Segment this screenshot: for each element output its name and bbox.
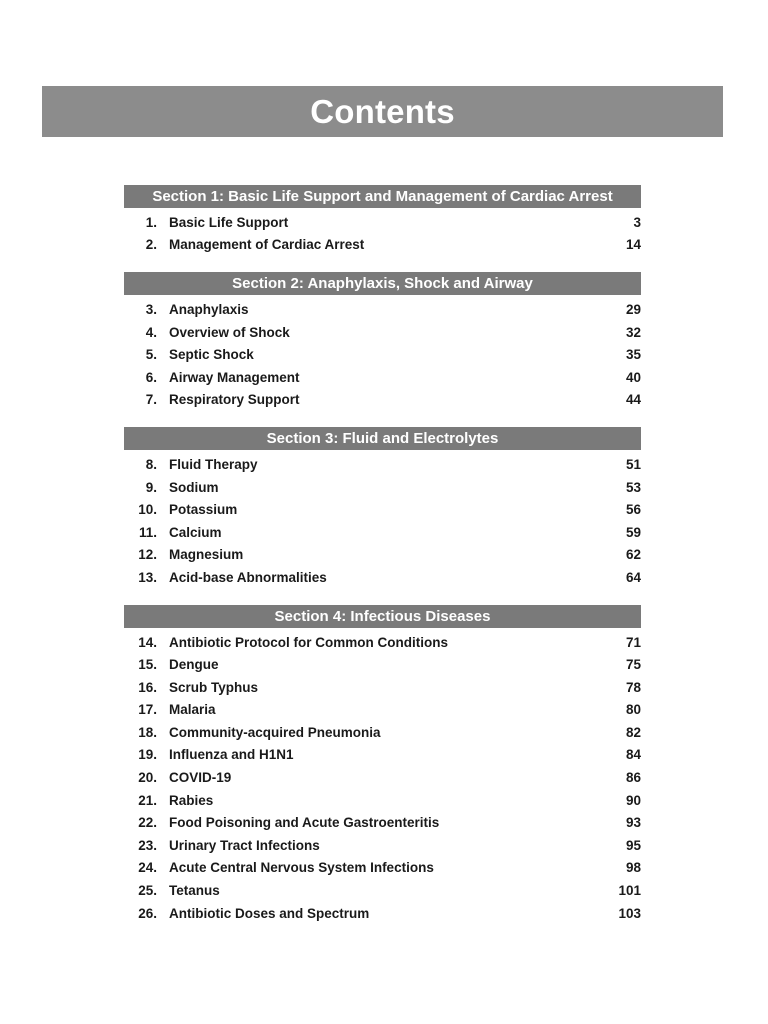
page-number: 51 [625,456,641,472]
toc-entry[interactable] [124,699,641,722]
chapter-number: 21. [138,792,157,808]
toc-entry[interactable] [124,389,641,412]
page-number: 101 [618,883,641,899]
toc-entry[interactable] [124,631,641,654]
toc-entry[interactable] [124,676,641,699]
toc-entry[interactable] [124,476,641,499]
chapter-title: Respiratory Support [169,392,300,408]
page-number: 86 [625,770,641,786]
page-number: 98 [625,860,641,876]
toc-entry[interactable] [124,653,641,676]
chapter-title: Sodium [169,479,219,495]
page-number: 75 [625,657,641,673]
chapter-number: 6. [145,369,157,385]
toc-entry[interactable] [124,498,641,521]
chapter-title: Acute Central Nervous System Infections [169,860,434,876]
toc-entry[interactable] [124,298,641,321]
chapter-number: 19. [138,747,157,763]
chapter-number: 12. [138,547,157,563]
chapter-number: 1. [145,214,157,230]
chapter-title: Magnesium [169,547,244,563]
chapter-number: 16. [138,679,157,695]
chapter-title: Anaphylaxis [169,301,249,317]
chapter-number: 7. [145,392,157,408]
page-number: 32 [625,324,641,340]
chapter-title: Dengue [169,657,219,673]
chapter-title: Community-acquired Pneumonia [169,724,381,740]
page-number: 93 [625,815,641,831]
chapter-number: 17. [138,702,157,718]
toc-entry[interactable] [124,321,641,344]
chapter-number: 13. [138,569,157,585]
toc-entry[interactable] [124,453,641,476]
toc-entry[interactable] [124,234,641,257]
page-number: 82 [625,724,641,740]
page-number: 84 [625,747,641,763]
chapter-title: Acid-base Abnormalities [169,569,327,585]
chapter-title: Basic Life Support [169,214,289,230]
toc-entry[interactable] [124,343,641,366]
chapter-number: 11. [138,524,157,540]
section-heading: Section 3: Fluid and Electrolytes [124,427,641,450]
chapter-title: Calcium [169,524,222,540]
page-number: 56 [625,502,641,518]
page-title: Contents [310,92,455,130]
toc-entry[interactable] [124,744,641,767]
chapter-title: Rabies [169,792,214,808]
toc-entry[interactable] [124,902,641,925]
page-number: 78 [625,679,641,695]
chapter-number: 18. [138,724,157,740]
chapter-title: Tetanus [169,883,220,899]
chapter-title: Septic Shock [169,347,254,363]
chapter-title: Antibiotic Doses and Spectrum [169,905,370,921]
chapter-number: 8. [145,456,157,472]
chapter-title: Urinary Tract Infections [169,837,320,853]
chapter-number: 23. [138,837,157,853]
toc-entry[interactable] [124,721,641,744]
chapter-number: 25. [138,883,157,899]
toc-entry[interactable] [124,544,641,567]
page-number: 53 [625,479,641,495]
page-number: 103 [618,905,641,921]
chapter-number: 22. [138,815,157,831]
page-number: 14 [625,237,641,253]
section-heading: Section 4: Infectious Diseases [124,605,641,628]
toc-entry[interactable] [124,366,641,389]
page-number: 95 [625,837,641,853]
chapter-title: Malaria [169,702,216,718]
section-heading: Section 1: Basic Life Support and Management of Cardiac Arrest [124,185,641,208]
toc-entry[interactable] [124,857,641,880]
chapter-title: Antibiotic Protocol for Common Conditions [169,634,448,650]
page-number: 29 [625,301,641,317]
chapter-title: Food Poisoning and Acute Gastroenteritis [169,815,440,831]
chapter-number: 10. [138,502,157,518]
chapter-title: Scrub Typhus [169,679,259,695]
chapter-title: Influenza and H1N1 [169,747,294,763]
chapter-title: Fluid Therapy [169,456,258,472]
toc-entry[interactable] [124,811,641,834]
toc-entry[interactable] [124,766,641,789]
page-number: 44 [625,392,641,408]
toc-entry[interactable] [124,566,641,589]
section-heading: Section 2: Anaphylaxis, Shock and Airway [124,272,641,295]
chapter-title: Management of Cardiac Arrest [169,237,365,253]
page-number: 59 [625,524,641,540]
chapter-number: 24. [138,860,157,876]
chapter-number: 4. [145,324,157,340]
page-number: 90 [625,792,641,808]
toc-section [124,605,641,925]
title-bar [42,86,723,137]
chapter-title: Potassium [169,502,238,518]
page-number: 62 [625,547,641,563]
page-number: 80 [625,702,641,718]
toc-entry[interactable] [124,834,641,857]
toc-entry[interactable] [124,879,641,902]
chapter-number: 20. [138,770,157,786]
chapter-number: 2. [145,237,157,253]
page-number: 64 [625,569,641,585]
toc-section [124,427,641,589]
page-number: 35 [625,347,641,363]
page-number: 71 [625,634,641,650]
chapter-title: Overview of Shock [169,324,290,340]
chapter-number: 9. [145,479,157,495]
chapter-number: 3. [145,301,157,317]
chapter-title: COVID-19 [169,770,232,786]
table-of-contents [124,185,641,940]
chapter-title: Airway Management [169,369,300,385]
page-number: 3 [633,214,641,230]
page-number: 40 [625,369,641,385]
toc-section [124,185,641,256]
chapter-number: 26. [138,905,157,921]
toc-section [124,272,641,411]
chapter-number: 15. [138,657,157,673]
toc-entry[interactable] [124,211,641,234]
toc-entry[interactable] [124,789,641,812]
chapter-number: 14. [138,634,157,650]
toc-entry[interactable] [124,521,641,544]
chapter-number: 5. [145,347,157,363]
